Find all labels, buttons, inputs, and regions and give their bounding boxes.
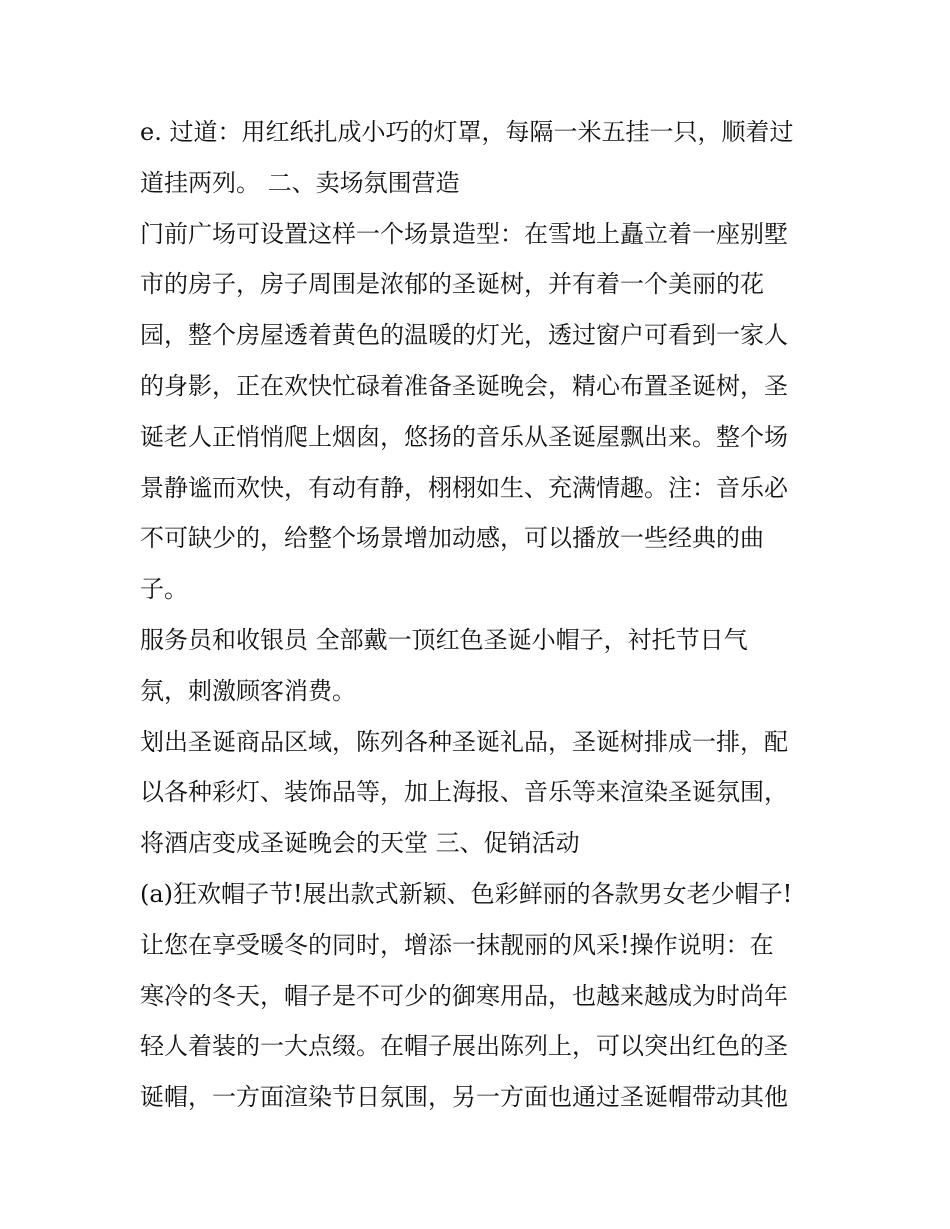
text-line: 轻人着装的一大点缀。在帽子展出陈列上，可以突出红色的圣 (140, 1032, 788, 1061)
text-line: 诞老人正悄悄爬上烟囱，悠扬的音乐从圣诞屋飘出来。整个场 (140, 422, 788, 451)
text-line: 道挂两列。 二、卖场氛围营造 (140, 168, 460, 197)
text-line: 氛，刺激顾客消费。 (140, 676, 356, 705)
text-line: e. 过道：用红纸扎成小巧的灯罩，每隔一米五挂一只，顺着过 (140, 118, 794, 146)
text-line: (a)狂欢帽子节!展出款式新颖、色彩鲜丽的各款男女老少帽子! (140, 879, 793, 908)
text-line: 寒冷的冬天，帽子是不可少的御寒用品，也越来越成为时尚年 (140, 981, 788, 1010)
text-line: 子。 (140, 575, 188, 604)
body-text (140, 107, 820, 1123)
text-line: 景静谧而欢快，有动有静，栩栩如生、充满情趣。注：音乐必 (140, 473, 788, 502)
text-line: 不可缺少的，给整个场景增加动感，可以播放一些经典的曲 (140, 524, 764, 553)
text-line: 园，整个房屋透着黄色的温暖的灯光，透过窗户可看到一家人 (140, 321, 788, 350)
text-line: 将酒店变成圣诞晚会的天堂 三、促销活动 (140, 829, 580, 858)
text-line: 门前广场可设置这样一个场景造型：在雪地上矗立着一座别墅 (140, 219, 788, 248)
text-line: 诞帽，一方面渲染节日氛围，另一方面也通过圣诞帽带动其他 (140, 1083, 788, 1112)
text-line: 市的房子，房子周围是浓郁的圣诞树，并有着一个美丽的花 (140, 270, 764, 299)
text-line: 服务员和收银员 全部戴一顶红色圣诞小帽子，衬托节日气 (140, 625, 748, 654)
text-line: 的身影，正在欢快忙碌着准备圣诞晚会，精心布置圣诞树，圣 (140, 371, 788, 400)
text-line: 让您在享受暖冬的同时，增添一抹靓丽的风采!操作说明：在 (140, 930, 774, 959)
text-line: 划出圣诞商品区域，陈列各种圣诞礼品，圣诞树排成一排，配 (140, 727, 788, 756)
text-line: 以各种彩灯、装饰品等，加上海报、音乐等来渲染圣诞氛围， (140, 778, 788, 807)
